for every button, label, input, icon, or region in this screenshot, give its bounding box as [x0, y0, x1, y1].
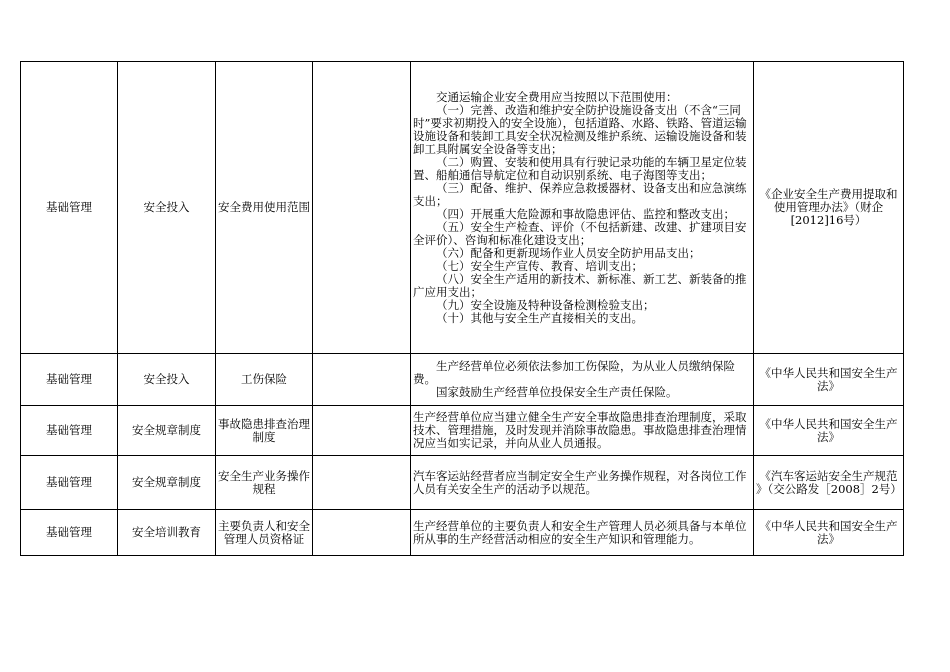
content-cell — [411, 354, 754, 406]
content-line: （十）其他与安全生产直接相关的支出。 — [436, 310, 643, 325]
item-cell: 工伤保险 — [216, 354, 313, 406]
subcategory-cell: 安全投入 — [118, 354, 216, 406]
item-cell: 安全生产业务操作规程 — [216, 456, 313, 510]
basis-cell: 《中华人民共和国安全生产法》 — [754, 510, 904, 556]
category-cell: 基础管理 — [21, 354, 118, 406]
content-line: （二）购置、安装和使用具有行驶记录功能的车辆卫星定位装置、船舶通信导航定位和自动识别系统、电子海图等支出； — [413, 154, 747, 182]
content-line: 国家鼓励生产经营单位投保安全生产责任保险。 — [436, 385, 678, 399]
extra-cell — [313, 406, 411, 456]
content-cell — [411, 456, 754, 510]
table-row — [21, 510, 904, 556]
content-line: （四）开展重大危险源和事故隐患评估、监控和整改支出； — [436, 206, 735, 221]
extra-cell — [313, 510, 411, 556]
content-line: （五）安全生产检查、评价（不包括新建、改建、扩建项目安全评价）、咨询和标准化建设支出； — [413, 219, 747, 247]
subcategory-cell: 安全培训教育 — [118, 510, 216, 556]
content-line: （三）配备、维护、保养应急救援器材、设备支出和应急演练支出； — [413, 180, 747, 208]
content-cell — [411, 406, 754, 456]
extra-cell — [313, 456, 411, 510]
content-line: 生产经营单位应当建立健全生产安全事故隐患排查治理制度，采取技术、管理措施，及时发现并消除事故隐患。事故隐患排查治理情况应当如实记录，并向从业人员通报。 — [413, 410, 747, 450]
basis-cell: 《企业安全生产费用提取和使用管理办法》（财企[2012]16号） — [754, 62, 904, 354]
content-line: （七）安全生产宣传、教育、培训支出； — [436, 258, 643, 273]
table-row — [21, 456, 904, 510]
category-cell: 基础管理 — [21, 456, 118, 510]
content-line: （八）安全生产适用的新技术、新标准、新工艺、新装备的推广应用支出； — [413, 271, 747, 299]
content-line: 汽车客运站经营者应当制定安全生产业务操作规程，对各岗位工作人员有关安全生产的活动予以规范。 — [413, 468, 747, 496]
item-cell: 安全费用使用范围 — [216, 62, 313, 354]
content-cell — [411, 510, 754, 556]
item-cell: 主要负责人和安全管理人员资格证 — [216, 510, 313, 556]
content-line: （六）配备和更新现场作业人员安全防护用品支出； — [436, 245, 701, 260]
subcategory-cell: 安全规章制度 — [118, 406, 216, 456]
regulation-table — [20, 61, 904, 556]
content-line: （一）完善、改造和维护安全防护设施设备支出（不含“三同时”要求初期投入的安全设施），包括道路、水路、铁路、管道运输设施设备和装卸工具安全状况检测及维护系统、运输设施设备和装卸工具附属安全设备等支出； — [413, 102, 747, 156]
content-line: 生产经营单位的主要负责人和安全生产管理人员必须具备与本单位所从事的生产经营活动相应的安全生产知识和管理能力。 — [413, 518, 747, 546]
category-cell: 基础管理 — [21, 62, 118, 354]
content-line: 生产经营单位必须依法参加工伤保险，为从业人员缴纳保险费。 — [413, 359, 735, 386]
category-cell: 基础管理 — [21, 406, 118, 456]
table-row — [21, 62, 904, 354]
extra-cell — [313, 354, 411, 406]
table-row — [21, 354, 904, 406]
subcategory-cell: 安全投入 — [118, 62, 216, 354]
content-cell — [411, 62, 754, 354]
category-cell: 基础管理 — [21, 510, 118, 556]
basis-cell: 《中华人民共和国安全生产法》 — [754, 406, 904, 456]
content-line: 交通运输企业安全费用应当按照以下范围使用： — [436, 89, 678, 104]
subcategory-cell: 安全规章制度 — [118, 456, 216, 510]
table-row — [21, 406, 904, 456]
basis-cell: 《汽车客运站安全生产规范 》（交公路发［2008］2号） — [754, 456, 904, 510]
extra-cell — [313, 62, 411, 354]
item-cell: 事故隐患排查治理制度 — [216, 406, 313, 456]
content-line: （九）安全设施及特种设备检测检验支出； — [436, 297, 655, 312]
basis-cell: 《中华人民共和国安全生产法》 — [754, 354, 904, 406]
